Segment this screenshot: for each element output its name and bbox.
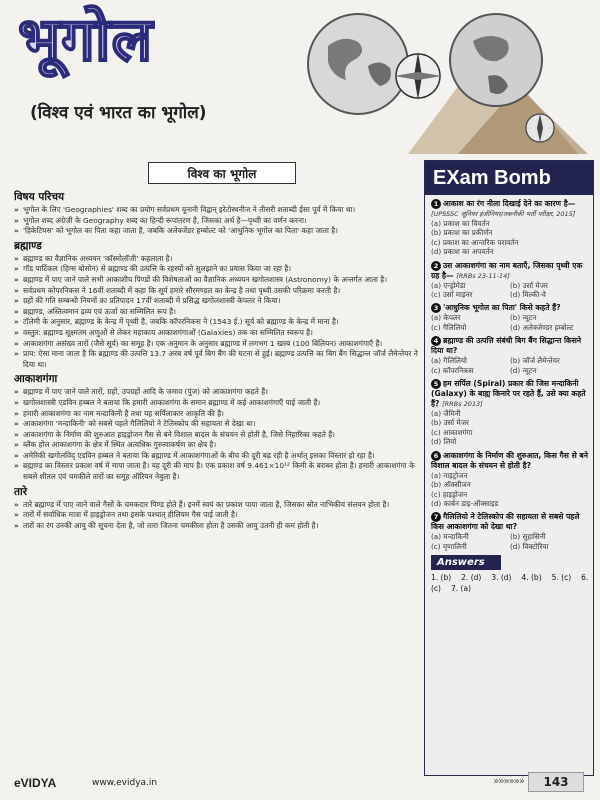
option-item: (d) मिल्की-वे <box>510 290 546 300</box>
list-item: » तारों का रंग उनकी आयु की सूचना देता है, जो तारा जितना चमकीला होता है उसकी आयु उतनी ही कम होती है। <box>14 521 418 532</box>
universe-list <box>14 254 418 371</box>
question-text <box>431 303 589 313</box>
galaxy-list <box>14 387 418 482</box>
footer-url[interactable]: www.evidya.in <box>92 778 158 788</box>
option-item: (d) विक्टोरिया <box>510 541 549 551</box>
list-item: » 'हिकेटियस' को भूगोल का पिता कहा जाता है, जबकि अलेक्जेंडर हम्बोल्ट को 'आधुनिक भूगोल का पिता' कहा जाता है। <box>14 226 418 237</box>
option-item: (d) प्रकाश का अपवर्तन <box>431 247 494 257</box>
exam-question <box>431 199 589 257</box>
arrows-decoration: »»»»»» <box>493 776 524 787</box>
list-item: » भूगोल के लिए 'Geographies' शब्द का प्रयोग सर्वप्रथम यूनानी विद्वान् इरेटोस्थनीज ने तीसरी शताब्दी ईसा पूर्व में किया था। <box>14 205 418 216</box>
footer <box>10 770 590 796</box>
option-item: (d) न्यूटन <box>510 365 537 375</box>
list-item: » ब्रह्माण्ड का वैज्ञानिक अध्ययन 'कॉस्मोलॉजी' कहलाता है। <box>14 254 418 265</box>
question-stem: उस आकाशगंगा का नाम बताएँ, जिसका पृथ्वी एक ग्रह है— <box>431 260 583 280</box>
section-title-box: विश्व का भूगोल <box>148 162 296 184</box>
globe-illustration <box>258 6 598 154</box>
option-item: (c) हाइड्रोजन <box>431 489 468 499</box>
option-item: (b) प्रकाश का प्रकीर्णन <box>431 228 493 238</box>
option-item: (a) मन्दाकिनी <box>431 532 469 542</box>
answer-item: 5. (c) <box>551 573 572 583</box>
list-item: » गॉड पार्टिकल (हिग्स बोसोन) से ब्रह्माण्ड की उत्पत्ति के रहस्यों को सुलझाने का प्रयास किया जा रहा है। <box>14 264 418 275</box>
question-text <box>431 261 589 281</box>
option-item: (b) उर्सा मेजर <box>510 280 548 290</box>
exam-question <box>431 336 589 375</box>
question-number: 2 <box>431 261 441 271</box>
option-item: (b) जॉर्ज लैमेन्तेयर <box>510 356 560 366</box>
option-item: (a) नाइट्रोजन <box>431 470 468 480</box>
list-item: » आकाशगंगा के निर्माण की शुरुआत हाइड्रोजन गैस से बने विशाल बादल के संचयन से होती है, जिसे निहारिका कहते हैं। <box>14 430 418 441</box>
list-item: » ब्रह्माण्ड का विस्तार प्रकाश वर्ष में मापा जाता है। यह दूरी की माप है। एक प्रकाश वर्ष 9.461×10¹² किमी के बराबर होता है। हमारी आकाशगंगा के सबसे शीतल एवं चमकीले तारों का समूह ऑरियन नेबुला है। <box>14 461 418 482</box>
option-item: (b) न्यूटन <box>510 313 537 323</box>
question-number: 6 <box>431 451 441 461</box>
exam-question <box>431 261 589 300</box>
page-number: 143 <box>528 772 584 792</box>
list-item: » ब्रह्माण्ड, अस्तित्वमान द्रव्य एवं ऊर्जा का सम्मिलित रूप है। <box>14 307 418 318</box>
page-subtitle: (विश्व एवं भारत का भूगोल) <box>30 103 207 123</box>
answer-item: 2. (d) <box>461 573 482 583</box>
option-item: (d) लियो <box>431 437 457 447</box>
list-item: » खगोलशास्त्री एडविन हब्बल ने बताया कि हमारी आकाशगंगा के समान ब्रह्माण्ड में कई आकाशगंगाएँ पाई जाती हैं। <box>14 398 418 409</box>
options-list <box>431 471 589 509</box>
answer-item: 6. (c) <box>431 573 589 594</box>
options-list <box>431 219 589 257</box>
option-item: (c) प्रकाश का आन्तरिक परावर्तन <box>431 237 519 247</box>
question-text <box>431 512 589 532</box>
question-source: [RRBs 2013] <box>442 400 483 409</box>
option-item: (a) एन्ड्रोमेडा <box>431 280 466 290</box>
question-source: [UPSSSC जूनियर इंजीनियर/तकनीकी भर्ती परीक्षा, 2015] <box>431 210 576 218</box>
option-item: (c) उर्सा माइनर <box>431 290 473 300</box>
exam-question <box>431 303 589 332</box>
list-item: » ब्लैक होल आकाशगंगा के क्षेत्र में स्थित अत्यधिक गुरुत्वाकर्षण का क्षेत्र है। <box>14 440 418 451</box>
option-item: (c) कॉपरनिकस <box>431 365 474 375</box>
question-number: 4 <box>431 336 441 346</box>
exam-bomb-title: EXam Bomb <box>425 161 593 195</box>
options-list <box>431 313 589 332</box>
question-stem: गैलिलियो ने टेलिस्कोप की सहायता से सबसे पहले किस आकाशगंगा को देखा था? <box>431 512 580 532</box>
list-item: » हमारी आकाशगंगा का नाम मन्दाकिनी है तथा यह सर्पिलाकार आकृति की है। <box>14 409 418 420</box>
answers-heading: Answers <box>431 555 501 570</box>
stars-list <box>14 500 418 532</box>
option-item: (c) गैलिलियो <box>431 322 467 332</box>
option-item: (a) जैमिनी <box>431 409 461 419</box>
question-stem: आकाशगंगा के निर्माण की शुरुआत, किस गैस से बने विशाल बादल के संचयन से होती है? <box>431 450 588 470</box>
option-item: (d) कार्बन डाइ-ऑक्साइड <box>431 498 499 508</box>
list-item: » ब्रह्माण्ड में पाए जाने वाले तारों, ग्रहों, उपग्रहों आदि के जमाव (पुंज) को आकाशगंगा कहते हैं। <box>14 387 418 398</box>
option-item: (d) अलेक्जेण्डर हम्बोल्ट <box>510 322 574 332</box>
question-text <box>431 199 589 219</box>
section-heading-stars: तारे <box>14 485 27 498</box>
list-item: » तारे ब्रह्माण्ड में पाए जाने वाले गैसों के चमकदार पिण्ड होते हैं। इनमें स्वयं का प्रकाश पाया जाता है, जिसका स्रोत नाभिकीय संलयन होता है। <box>14 500 418 511</box>
evidya-logo: eVIDYA <box>14 776 57 790</box>
exam-question <box>431 451 589 509</box>
options-list <box>431 356 589 375</box>
option-item: (a) प्रकाश का विवर्तन <box>431 219 490 228</box>
question-source: [RRBs 23-11-14] <box>456 271 510 280</box>
exam-bomb-questions <box>431 199 589 596</box>
list-item: » प्राय: ऐसा माना जाता है कि ब्रह्माण्ड की उत्पत्ति 13.7 अरब वर्ष पूर्व बिग बैंग की घटना से हुई। ब्रह्माण्ड उत्पत्ति का बिग बैंग सिद्धान्त जॉर्ज लैमेन्तेयर ने दिया था। <box>14 349 418 370</box>
options-list <box>431 409 589 447</box>
option-item: (b) उर्सा मेजर <box>431 418 469 428</box>
list-item: » तारों में सर्वाधिक मात्रा में हाइड्रोजन तथा इसके पश्चात् हीलियम गैस पाई जाती है। <box>14 510 418 521</box>
option-item: (c) मृणालिनी <box>431 541 467 551</box>
question-text <box>431 451 589 471</box>
answers-list <box>431 570 589 596</box>
question-stem: आकाश का रंग नीला दिखाई देने का कारण है— <box>443 199 576 208</box>
question-stem: हम सर्पिल (Spiral) प्रकार की जिस मन्दाकिनी (Galaxy) के बाह्य किनारे पर रहते हैं, उसे क्या कहते हैं? <box>431 379 586 409</box>
options-list <box>431 532 589 551</box>
list-item: » ग्रहों की गति सम्बन्धी नियमों का प्रतिपादन 17वीं शताब्दी में प्रसिद्ध खगोलशास्त्री केपलर ने किया। <box>14 296 418 307</box>
option-item: (b) सुहासिनी <box>510 532 546 542</box>
answer-item: 3. (d) <box>491 573 512 583</box>
list-item: » सर्वप्रथम कोपरनिकस ने 16वीं शताब्दी में कहा कि सूर्य हमारे सौरमण्डल का केन्द्र है तथा पृथ्वी उसकी परिक्रमा करती है। <box>14 286 418 297</box>
section-heading-universe: ब्रह्माण्ड <box>14 239 42 252</box>
answer-item: 1. (b) <box>431 573 452 583</box>
options-list <box>431 281 589 300</box>
question-number: 5 <box>431 379 441 389</box>
question-text <box>431 336 589 356</box>
exam-question <box>431 512 589 551</box>
exam-question <box>431 379 589 447</box>
list-item: » वस्तुत: ब्रह्माण्ड सूक्ष्मतम अणुओं से लेकर महाकाय आकाशगंगाओं (Galaxies) तक का सम्मिलित स्वरूप है। <box>14 328 418 339</box>
option-item: (c) आकाशगंगा <box>431 427 473 437</box>
section-heading-galaxy: आकाशगंगा <box>14 373 58 386</box>
question-number: 7 <box>431 512 441 522</box>
list-item: » अमेरिकी खगोलविद् एडविन हब्बल ने बताया कि ब्रह्माण्ड में आकाशगंगाओं के बीच की दूरी बढ़ रही है अर्थात् इसका विस्तार हो रहा है। <box>14 451 418 462</box>
exam-bomb-panel <box>424 160 594 776</box>
list-item: » आकाशगंगा असंख्य तारों (जैसे सूर्य) का समूह है। एक अनुमान के अनुसार ब्रह्माण्ड में लगभग 1 खरब (100 बिलियन) आकाशगंगाएँ हैं। <box>14 339 418 350</box>
option-item: (b) ऑक्सीजन <box>431 480 471 490</box>
question-stem: ब्रह्माण्ड की उत्पत्ति संबंधी बिग बैंग सिद्धान्त किसने दिया था? <box>431 336 582 356</box>
option-item: (a) गैलिलियो <box>431 356 467 366</box>
answer-item: 4. (b) <box>521 573 542 583</box>
list-item: » ब्रह्माण्ड में पाए जाने वाले सभी आकाशीय पिण्डों की विशेषताओं का वैज्ञानिक अध्ययन खगोलशास्त्र (Astronomy) के अन्तर्गत आता है। <box>14 275 418 286</box>
list-item: » भूगोल शब्द अंग्रेजी के Geography शब्द का हिन्दी रूपांतरण है, जिसका अर्थ है—पृथ्वी का वर्णन करना। <box>14 216 418 227</box>
option-item: (a) केपलर <box>431 313 461 323</box>
question-number: 3 <box>431 303 441 313</box>
answer-item: 7. (a) <box>450 584 471 594</box>
intro-list <box>14 205 418 237</box>
left-column <box>14 188 418 760</box>
question-number: 1 <box>431 199 441 209</box>
question-text <box>431 379 589 409</box>
question-stem: 'आधुनिक भूगोल का पिता' किसे कहते हैं? <box>443 303 561 313</box>
section-heading-intro: विषय परिचय <box>14 191 65 203</box>
list-item: » टॉलेमी के अनुसार, ब्रह्माण्ड के केन्द्र में पृथ्वी है, जबकि कॉपरनिकस ने (1543 ई.) सूर्य को ब्रह्माण्ड के केन्द्र में माना है। <box>14 317 418 328</box>
list-item: » आकाशगंगा 'मन्दाकिनी' को सबसे पहले गैलिलियो ने टेलिस्कोप की सहायता से देखा था। <box>14 419 418 430</box>
page-title: भूगोल <box>18 5 154 75</box>
